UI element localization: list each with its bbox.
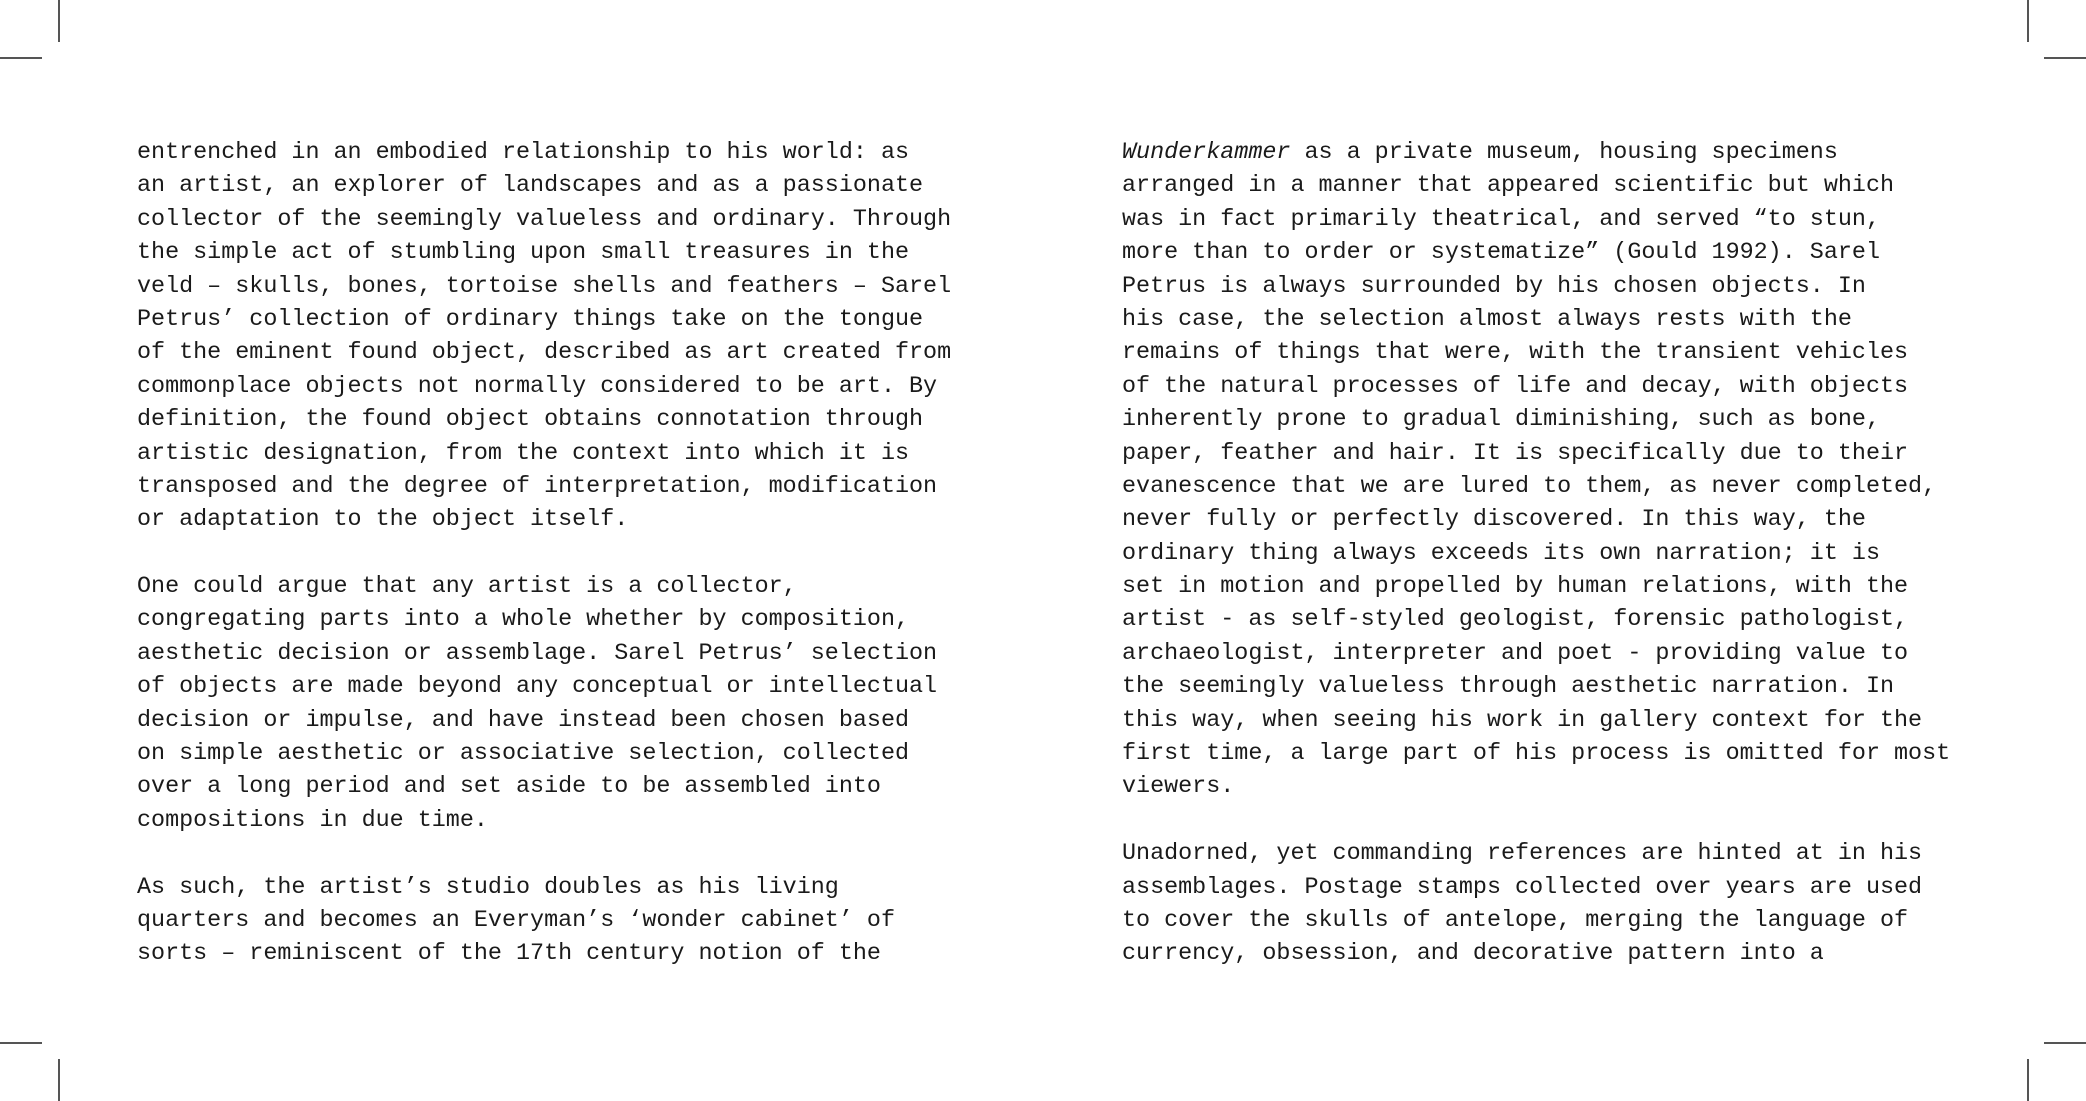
text-line: quarters and becomes an Everyman’s ‘wonder cabinet’ of — [137, 907, 895, 934]
text-line: or adaptation to the object itself. — [137, 507, 629, 534]
text-line: currency, obsession, and decorative pattern into a — [1122, 941, 1824, 968]
text-line: paper, feather and hair. It is specifically due to their — [1122, 440, 1909, 467]
text-line: evanescence that we are lured to them, as never completed, — [1122, 473, 1937, 500]
crop-mark-bottom-left-horizontal — [0, 1042, 42, 1044]
text-line: assemblages. Postage stamps collected over years are used — [1122, 874, 1923, 901]
text-line: congregating parts into a whole whether by composition, — [137, 607, 910, 634]
text-line: inherently prone to gradual diminishing, such as bone, — [1122, 407, 1880, 434]
text-line: commonplace objects not normally considered to be art. By — [137, 373, 938, 400]
crop-mark-bottom-right-vertical — [2027, 1059, 2029, 1101]
text-line: of the eminent found object, described as art created from — [137, 340, 952, 367]
text-line: was in fact primarily theatrical, and served “to stun, — [1122, 206, 1880, 233]
left-paragraph-2 — [137, 571, 977, 838]
text-line: to cover the skulls of antelope, merging the language of — [1122, 907, 1909, 934]
text-line: on simple aesthetic or associative selection, collected — [137, 741, 910, 768]
text-line: entrenched in an embodied relationship to his world: as — [137, 140, 910, 166]
text-line: aesthetic decision or assemblage. Sarel Petrus’ selection — [137, 640, 938, 667]
text-line: Unadorned, yet commanding references are hinted at in his — [1122, 841, 1923, 868]
text-line: compositions in due time. — [137, 807, 488, 834]
text-line: of objects are made beyond any conceptual or intellectual — [137, 674, 938, 701]
text-line: artistic designation, from the context into which it is — [137, 440, 910, 467]
text-line-rest: as a private museum, housing specimens — [1290, 140, 1838, 166]
text-line: first time, a large part of his process is omitted for most — [1122, 741, 1951, 768]
text-line: transposed and the degree of interpretation, modification — [137, 473, 938, 500]
text-line: never fully or perfectly discovered. In this way, the — [1122, 507, 1866, 534]
left-paragraph-1 — [137, 137, 977, 538]
text-line-first — [1122, 137, 1962, 170]
text-line: of the natural processes of life and decay, with objects — [1122, 373, 1909, 400]
text-line: viewers. — [1122, 774, 1235, 801]
text-line: artist - as self-styled geologist, forensic pathologist, — [1122, 607, 1909, 634]
text-line: definition, the found object obtains connotation through — [137, 407, 924, 434]
text-line: decision or impulse, and have instead been chosen based — [137, 707, 910, 734]
text-line: this way, when seeing his work in gallery context for the — [1122, 707, 1923, 734]
text-line: his case, the selection almost always rests with the — [1122, 306, 1852, 333]
text-line: the simple act of stumbling upon small treasures in the — [137, 240, 910, 267]
text-line: ordinary thing always exceeds its own narration; it is — [1122, 540, 1880, 567]
crop-mark-top-left-horizontal — [0, 57, 42, 59]
text-line: archaeologist, interpreter and poet - providing value to — [1122, 640, 1909, 667]
text-line: an artist, an explorer of landscapes and as a passionate — [137, 173, 924, 200]
left-paragraph-3 — [137, 872, 977, 972]
text-line: the seemingly valueless through aesthetic narration. In — [1122, 674, 1895, 701]
crop-mark-bottom-left-vertical — [58, 1059, 60, 1101]
text-line: arranged in a manner that appeared scientific but which — [1122, 173, 1895, 200]
right-paragraph-2 — [1122, 838, 1962, 972]
crop-mark-top-right-horizontal — [2044, 57, 2086, 59]
text-line: sorts – reminiscent of the 17th century notion of the — [137, 941, 881, 968]
text-line: collector of the seemingly valueless and ordinary. Through — [137, 206, 952, 233]
crop-mark-top-left-vertical — [58, 0, 60, 42]
text-line: One could argue that any artist is a collector, — [137, 574, 797, 601]
text-line: more than to order or systematize” (Gould 1992). Sarel — [1122, 240, 1880, 267]
italic-term: Wunderkammer — [1122, 140, 1291, 166]
text-line: over a long period and set aside to be assembled into — [137, 774, 881, 801]
crop-mark-bottom-right-horizontal — [2044, 1042, 2086, 1044]
text-line: veld – skulls, bones, tortoise shells and feathers – Sarel — [137, 273, 952, 300]
text-line: Petrus’ collection of ordinary things take on the tongue — [137, 306, 924, 333]
right-column — [1122, 137, 1962, 1005]
text-line: As such, the artist’s studio doubles as his living — [137, 874, 839, 901]
text-line: Petrus is always surrounded by his chosen objects. In — [1122, 273, 1866, 300]
text-line: remains of things that were, with the transient vehicles — [1122, 340, 1909, 367]
right-paragraph-1 — [1122, 137, 1962, 805]
crop-mark-top-right-vertical — [2027, 0, 2029, 42]
text-line: set in motion and propelled by human relations, with the — [1122, 574, 1909, 601]
left-column — [137, 137, 977, 1005]
